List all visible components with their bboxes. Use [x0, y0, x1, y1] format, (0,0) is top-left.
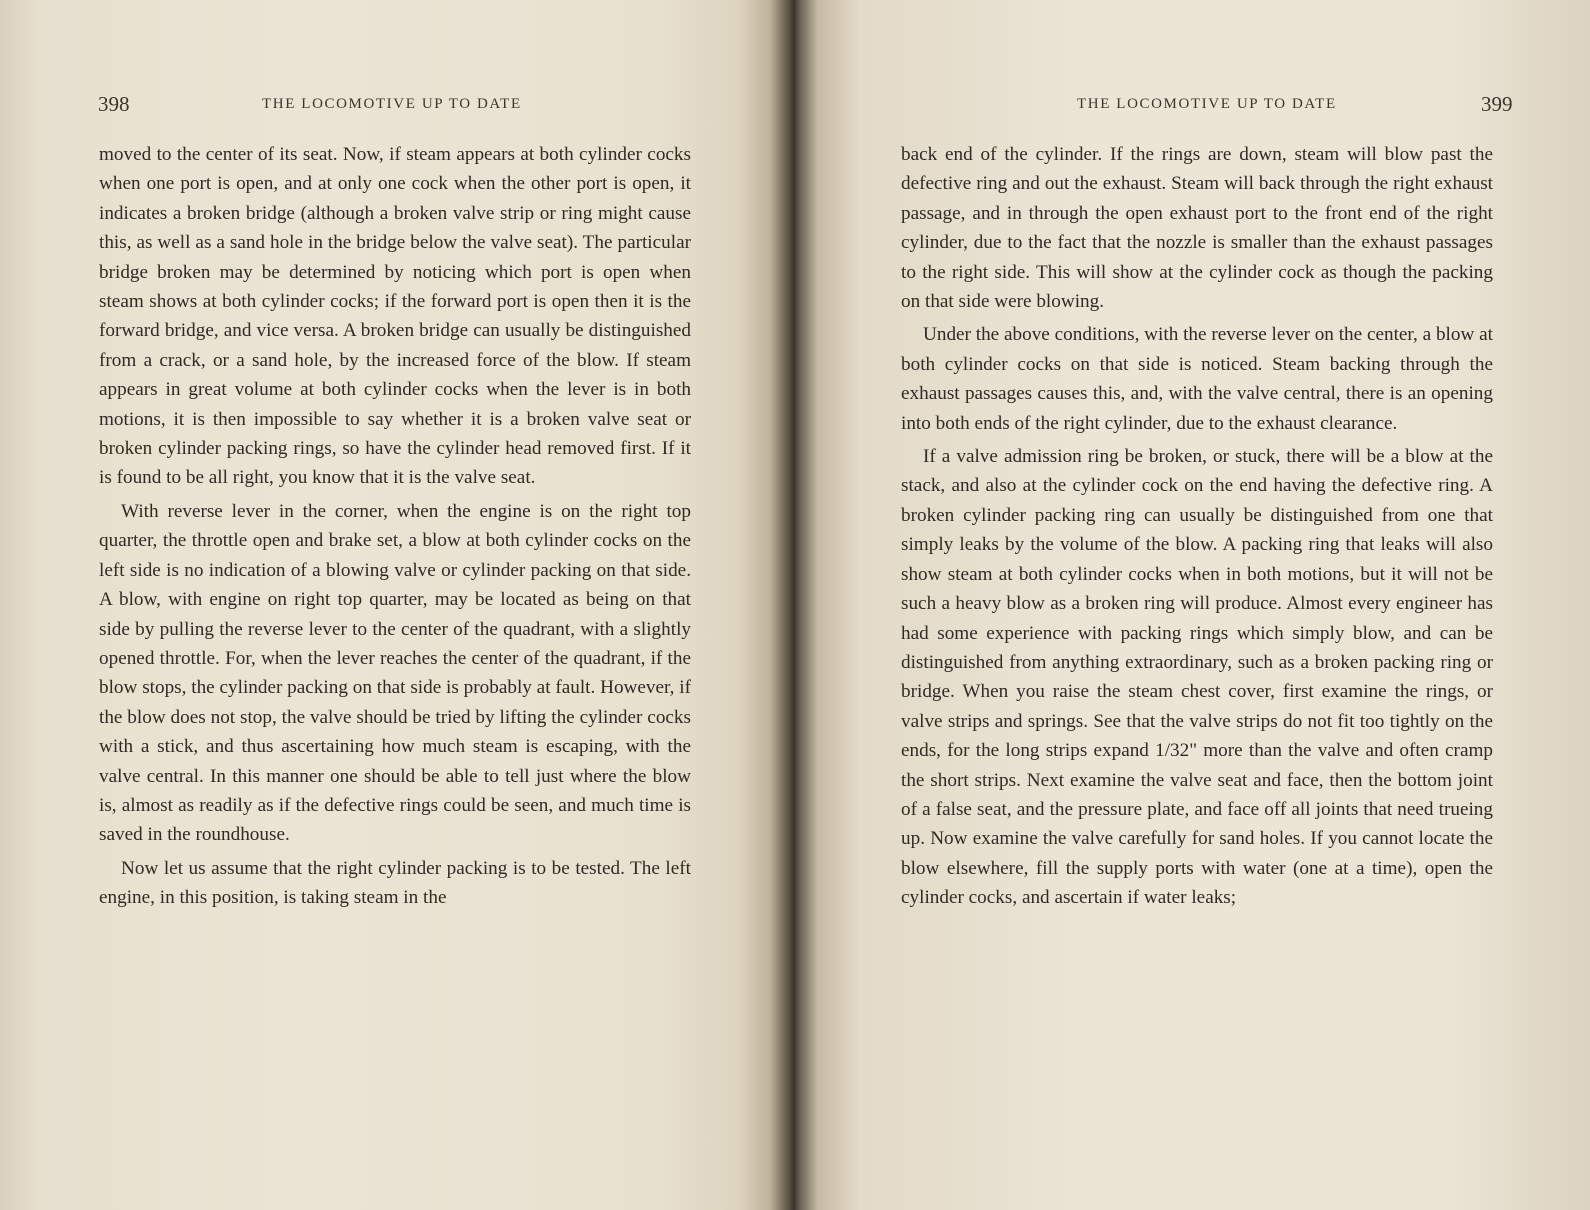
paragraph: With reverse lever in the corner, when the engine is on the right top quarter, the throttle open and brake set, a blow at both cylinder cocks on the left side is no indication of a blowing valve or cylinder packing on that side. A blow, with engine on right top quarter, may be located as being on that side by pulling the reverse lever to the center of the quadrant, with a slightly opened throttle. For, when the lever reaches the center of the quadrant, if the blow stops, the cylinder packing on that side is probably at fault. However, if the blow does not stop, the valve should be tried by lifting the cylinder cocks with a stick, and thus ascertaining how much steam is escaping, with the valve central. In this manner one should be able to tell just where the blow is, almost as readily as if the defective rings could be seen, and much time is saved in the roundhouse.	[99, 500, 691, 846]
running-head: THE LOCOMOTIVE UP TO DATE	[262, 96, 522, 112]
page-body	[901, 140, 1493, 917]
paragraph: back end of the cylinder. If the rings are down, steam will blow past the defective ring and out the exhaust. Steam will back through the right exhaust passage, and in through the open exhaust port to the front end of the right cylinder, due to the fact that the nozzle is smaller than the exhaust passages to the right side. This will show at the cylinder cock as though the packing on that side were blowing.	[901, 144, 1493, 313]
page-number: 398	[98, 92, 130, 116]
paragraph: Now let us assume that the right cylinder packing is to be tested. The left engine, in this position, is taking steam in the	[99, 857, 691, 909]
paragraph: If a valve admission ring be broken, or stuck, there will be a blow at the stack, and also at the cylinder cock on the end having the defective ring. A broken cylinder packing ring can usually be distinguished from one that simply leaks by the volume of the blow. A packing ring that leaks will also show steam at both cylinder cocks when in both motions, but it will not be such a heavy blow as a broken ring will produce. Almost every engineer has had some experience with packing rings which simply blow, and can be distinguished from anything extraordinary, such as a broken packing ring or bridge. When you raise the steam chest cover, first examine the rings, or valve strips and springs. See that the valve strips do not fit too tightly on the ends, for the long strips expand 1/32" more than the valve and often cramp the short strips. Next examine the valve seat and face, then the bottom joint of a false seat, and the pressure plate, and face off all joints that need trueing up. Now examine the valve carefully for sand holes. If you cannot locate the blow elsewhere, fill the supply ports with water (one at a time), open the cylinder cocks, and ascertain if water leaks;	[901, 446, 1493, 909]
running-head: THE LOCOMOTIVE UP TO DATE	[1077, 96, 1337, 112]
paragraph: Under the above conditions, with the reverse lever on the center, a blow at both cylinder cocks on that side is noticed. Steam backing through the exhaust passages causes this, and, with the valve central, there is an opening into both ends of the right cylinder, due to the exhaust clearance.	[901, 324, 1493, 434]
paragraph: moved to the center of its seat. Now, if steam appears at both cylinder cocks when one port is open, and at only one cock when the other port is open, it indicates a broken bridge (although a broken valve strip or ring might cause this, as well as a sand hole in the bridge below the valve seat). The particular bridge broken may be determined by noticing which port is open when steam shows at both cylinder cocks; if the forward port is open then it is the forward bridge, and vice versa. A broken bridge can usually be distinguished from a crack, or a sand hole, by the increased force of the blow. If steam appears in great volume at both cylinder cocks when the lever is in both motions, it is then impossible to say whether it is a broken valve seat or broken cylinder packing rings, so have the cylinder head removed first. If it is found to be all right, you know that it is the valve seat.	[99, 144, 691, 489]
left-page	[0, 0, 790, 1210]
page-body	[99, 140, 691, 917]
right-page	[798, 0, 1590, 1210]
page-number: 399	[1481, 92, 1513, 116]
